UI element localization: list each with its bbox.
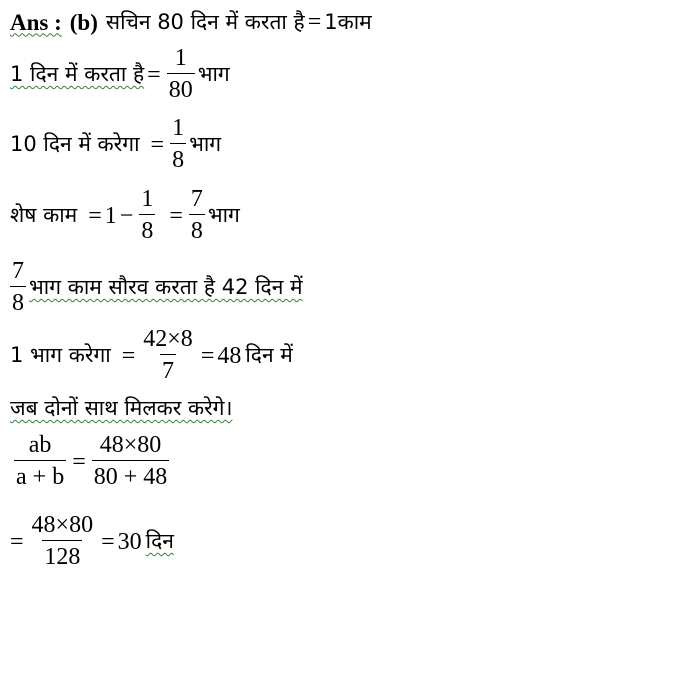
one-part-text: 1 भाग करेगा <box>10 343 111 368</box>
equals-sign: = <box>150 131 165 158</box>
denominator: 80 <box>167 73 195 103</box>
together-text: जब दोनों साथ मिलकर करेगे। <box>10 396 233 420</box>
numerator: 42×8 <box>143 326 193 352</box>
one-value: 1 <box>104 202 117 229</box>
fraction <box>141 327 195 384</box>
equals-sign: = <box>147 61 161 88</box>
equals-sign: = <box>307 9 322 35</box>
part-label: भाग <box>207 203 240 228</box>
answer-option: (b) <box>69 9 98 35</box>
numerator: 48×80 <box>99 432 162 458</box>
days-label: दिन <box>145 529 174 554</box>
equals-sign: = <box>121 342 136 369</box>
fraction <box>10 259 26 316</box>
denominator: 8 <box>10 286 26 316</box>
ten-day-work-line <box>10 116 221 173</box>
denominator: 8 <box>170 143 186 173</box>
fraction <box>139 187 155 244</box>
fraction <box>167 46 195 103</box>
equals-sign: = <box>88 202 102 229</box>
answer-label: Ans : <box>10 9 62 35</box>
denominator: 7 <box>160 354 176 384</box>
denominator: 8 <box>139 214 155 244</box>
fraction <box>170 116 186 173</box>
numerator: 48×80 <box>31 512 94 538</box>
days-label: दिन में <box>245 343 293 368</box>
numerator: ab <box>28 432 52 458</box>
saurav-work-line <box>10 259 303 316</box>
one-part-line <box>10 327 293 384</box>
one-day-work-line <box>10 46 230 103</box>
numerator: 7 <box>12 258 24 284</box>
remaining-text: शेष काम <box>10 203 78 228</box>
saurav-text: भाग काम सौरव करता है 42 दिन में <box>29 275 303 300</box>
together-line <box>10 398 232 419</box>
final-value: 30 <box>117 528 142 555</box>
equals-sign: = <box>169 202 183 229</box>
numerator: 1 <box>141 186 154 212</box>
numerator: 7 <box>190 186 203 212</box>
denominator: 128 <box>42 540 82 570</box>
part-label: भाग <box>189 132 222 157</box>
result-value: 48 <box>217 342 242 369</box>
minus-sign: − <box>119 202 134 229</box>
remaining-work-line <box>10 187 240 244</box>
ten-day-text: 10 दिन में करेगा <box>10 132 140 157</box>
equals-sign: = <box>10 528 24 555</box>
denominator: a + b <box>14 460 66 490</box>
equals-sign: = <box>101 528 115 555</box>
fraction <box>14 433 66 490</box>
fraction <box>30 513 96 570</box>
denominator: 8 <box>189 214 205 244</box>
numerator: 1 <box>172 115 185 141</box>
one-day-text: 1 दिन में करता है <box>10 62 145 87</box>
fraction <box>92 433 170 490</box>
final-answer-line <box>10 513 174 570</box>
formula-line <box>10 433 172 490</box>
equals-sign: = <box>72 448 86 475</box>
numerator: 1 <box>174 45 187 71</box>
denominator: 80 + 48 <box>92 460 170 490</box>
answer-line <box>10 10 372 34</box>
part-label: भाग <box>197 62 230 87</box>
fraction <box>189 187 205 244</box>
work-total: 1काम <box>324 9 372 34</box>
statement-text: सचिन 80 दिन में करता है <box>105 9 305 34</box>
equals-sign: = <box>200 342 215 369</box>
